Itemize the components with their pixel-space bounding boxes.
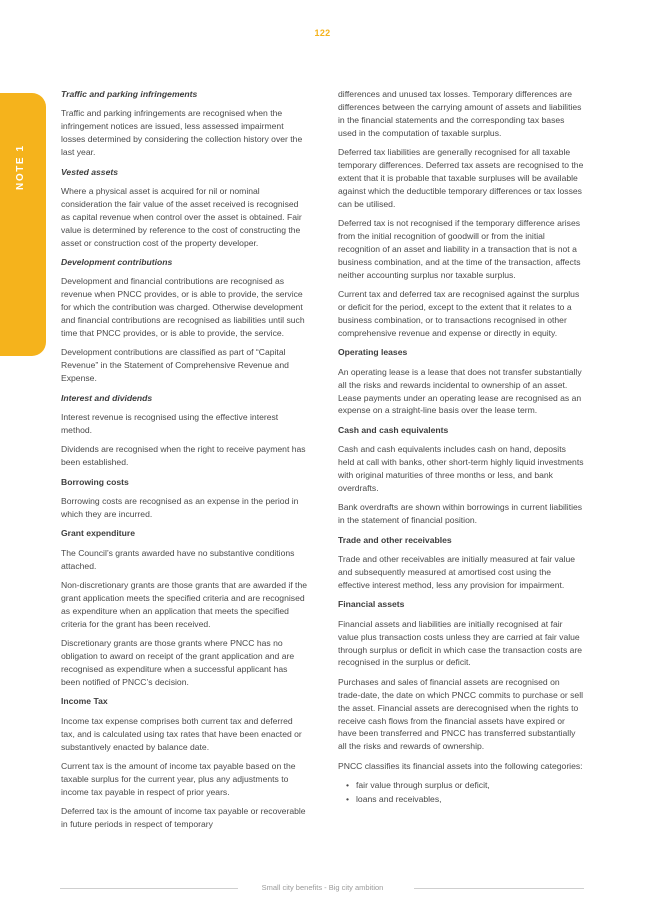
body-paragraph: PNCC classifies its financial assets into the following categories: — [338, 760, 583, 771]
side-tab-label: NOTE 1 — [15, 144, 26, 190]
body-paragraph: Current tax and deferred tax are recognised against the surplus or deficit for the period, except to the extent that it relates to a business combination, or to transactions recognised in other comprehensive revenue and expense or directly in equity. — [338, 289, 580, 338]
subsection-heading: Vested assets — [61, 166, 119, 177]
body-paragraph: Dividends are recognised when the right to receive payment has been established. — [61, 444, 306, 468]
body-paragraph: Cash and cash equivalents includes cash on hand, deposits held at call with banks, other short-term highly liquid investments with original maturities of three months or less, and bank overdrafts. — [338, 444, 584, 493]
subsection-heading: Development contributions — [61, 256, 173, 267]
subsection-heading: Interest and dividends — [61, 392, 153, 403]
body-paragraph: Non-discretionary grants are those grants that are awarded if the grant application meets the specified criteria and are recognised as expenditure when an application that meets the specified criteria for the grant has been received. — [61, 580, 308, 629]
body-paragraph: Borrowing costs are recognised as an expense in the period in which they are incurred. — [61, 496, 299, 519]
body-paragraph: Financial assets and liabilities are initially recognised at fair value plus transaction costs unless they are carried at fair value through surplus or deficit in which case the transaction costs are recognised in the surplus or deficit. — [338, 618, 583, 668]
body-paragraph: Interest revenue is recognised using the effective interest method. — [61, 412, 279, 435]
section-heading: Financial assets — [338, 599, 405, 610]
body-paragraph: Income tax expense comprises both current tax and deferred tax, and is calculated using tax rates that have been enacted or substantively enacted by balance date. — [61, 715, 302, 752]
body-paragraph: differences and unused tax losses. Temporary differences are differences between the carrying amount of assets and liabilities in the financial statements and the corresponding tax bases used in the computation of taxable surplus. — [338, 89, 582, 138]
section-heading: Cash and cash equivalents — [338, 424, 449, 435]
body-paragraph: Deferred tax liabilities are generally recognised for all taxable temporary differences. Deferred tax assets are recognised to the extent that it is probable that taxable surpluses will be available against which the deductible temporary differences or tax losses can be utilised. — [338, 147, 584, 209]
page-number: 122 — [314, 28, 331, 38]
section-heading: Borrowing costs — [61, 476, 129, 487]
body-paragraph: Deferred tax is not recognised if the temporary difference arises from the initial recognition of goodwill or from the initial recognition of an asset and liability in a transaction that is not a business combination, and at the time of the transaction, affects neither accounting surplus nor taxable surplus. — [338, 218, 581, 280]
body-paragraph: Purchases and sales of financial assets are recognised on trade-date, the date on which PNCC commits to purchase or sell the asset. Financial assets are derecognised when the rights to receive cash flows from the financial assets have expired or have been transferred and PNCC has transferred substantially all the risks and rewards of ownership. — [338, 676, 584, 752]
section-heading: Operating leases — [338, 347, 408, 358]
bullet-item: • loans and receivables, — [346, 793, 584, 806]
body-paragraph: Development and financial contributions are recognised as revenue when PNCC provides, or is able to provide, the service for which the contribution was charged. Otherwise development and financial contributions are recognised as liabilities until such time that PNCC provides, or is able to provide, the service. — [61, 276, 305, 338]
body-paragraph: Trade and other receivables are initially measured at fair value and subsequently measured at amortised cost using the effective interest method, less any provision for impairment. — [338, 554, 576, 590]
body-paragraph: Traffic and parking infringements are recognised when the infringement notices are issued, less assessed impairment losses determined by considering the collection history over the last year. — [61, 108, 303, 158]
subsection-heading: Traffic and parking infringements — [61, 89, 198, 99]
note-side-tab — [0, 93, 46, 356]
body-paragraph: Development contributions are classified as part of “Capital Revenue” in the Statement of Comprehensive Revenue and Expense. — [61, 347, 289, 384]
body-paragraph: Where a physical asset is acquired for nil or nominal consideration the fair value of the asset received is recognised as capital revenue when control over the asset is obtained. Fair value is determined by reference to the cost of constructing the asset or construction cost of the property developer. — [61, 185, 302, 248]
body-paragraph: Deferred tax is the amount of income tax payable or recoverable in future periods in respect of temporary — [61, 806, 306, 830]
left-column — [61, 88, 307, 838]
bullet-item: • fair value through surplus or deficit, — [346, 779, 584, 792]
footer-text: Small city benefits - Big city ambition — [261, 883, 384, 892]
body-paragraph: Current tax is the amount of income tax payable based on the taxable surplus for the current year, plus any adjustments to income tax payable in respect of prior years. — [61, 760, 296, 797]
body-paragraph: Bank overdrafts are shown within borrowings in current liabilities in the statement of financial position. — [338, 502, 583, 526]
section-heading: Grant expenditure — [61, 528, 136, 539]
body-paragraph: The Council’s grants awarded have no substantive conditions attached. — [61, 547, 295, 571]
right-column — [338, 88, 584, 807]
section-heading: Income Tax — [61, 696, 108, 707]
bullet-list — [338, 779, 584, 806]
body-paragraph: Discretionary grants are those grants where PNCC has no obligation to award on receipt of the grant application and are recognised as expenditure when a successful applicant has been notified of PNCC’s decision. — [61, 638, 295, 687]
body-paragraph: An operating lease is a lease that does not transfer substantially all the risks and rewards incidental to ownership of an asset. Lease payments under an operating lease are recognised as an expense on a straight-line basis over the lease term. — [338, 366, 582, 416]
section-heading: Trade and other receivables — [338, 534, 452, 545]
